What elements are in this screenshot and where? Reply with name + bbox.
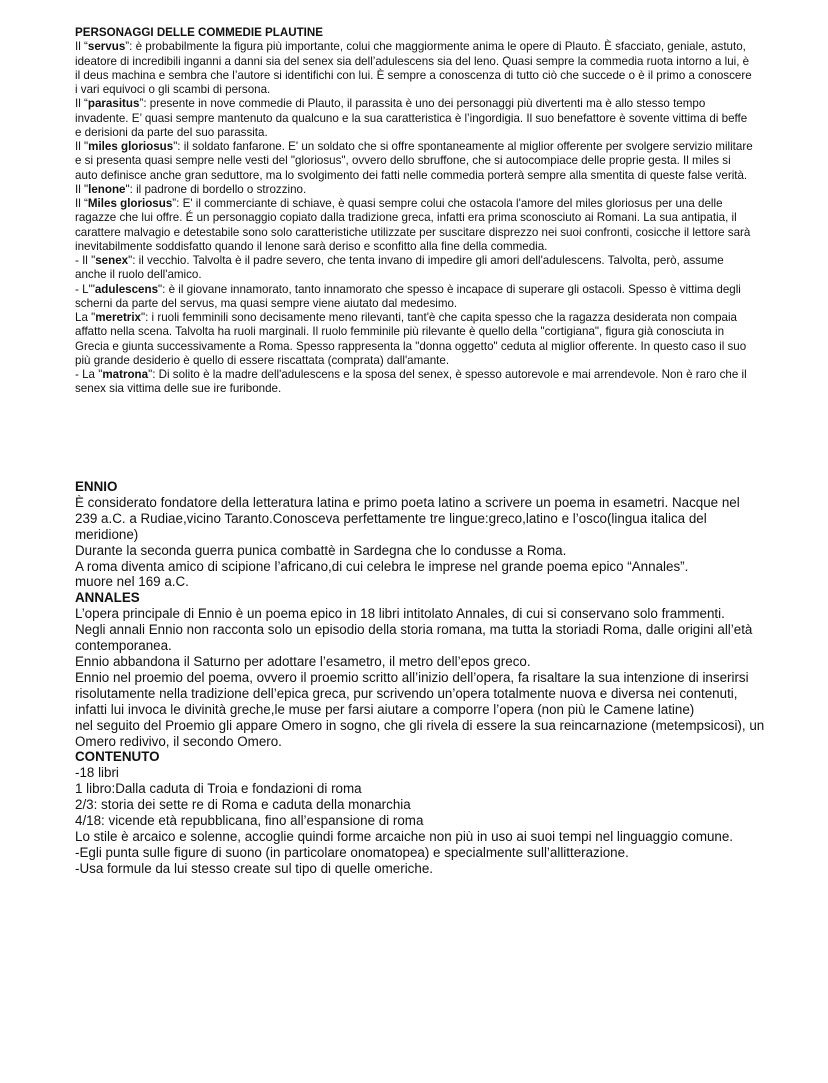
ennio-paragraph-2: Durante la seconda guerra punica combattè in Sardegna che lo condusse a Roma. [75, 542, 567, 558]
contenuto-line-3: 2/3: storia dei sette re di Roma e caduta della monarchia [75, 797, 411, 813]
matrona-description: ": Di solito è la madre dell'adulescens e la sposa del senex, è spesso autorevole e mai arrendevole. Non è raro che il senex sia vittima delle sue ire furibonde. [75, 368, 747, 396]
quote-open: - L'" [75, 282, 95, 296]
quote-open: - Il " [75, 254, 96, 267]
term-miles-gloriosus-2: Miles gloriosus [87, 197, 173, 210]
paragraph-matrona [75, 368, 755, 397]
contenuto-line-4: 4/18: vicende età repubblicana, fino all’espansione di roma [75, 813, 424, 829]
term-senex: senex [95, 254, 129, 267]
contenuto-line-2: 1 libro:Dalla caduta di Troia e fondazioni di roma [75, 781, 362, 797]
parasitus-description: ”: presente in nove commedie di Plauto, il parassita è uno dei personaggi più divertenti ma è allo stesso tempo invadente. E’ quasi sempre mantenuto da qualcuno e la sua caratteristica è l’ingordigia. Il suo benefattore è sovente vittima di beffe e derisioni da parte del suo parassita. [75, 97, 748, 139]
contenuto-heading: CONTENUTO [75, 749, 160, 765]
annales-paragraph-4: Ennio nel proemio del poema, ovvero il proemio scritto all’inizio dell’opera, fa risaltare la sua intenzione di inserirsi risolutamente nella tradizione dell’epica greca, pur scrivendo un’opera totalmente nuova e diversa nei contenuti, infatti lui invoca le divinità greche,le muse per farsi aiutare a comporre l’opera (non più le Camene latine) [75, 669, 749, 717]
paragraph-servus [75, 40, 755, 97]
servus-description: ”: è probabilmente la figura più importante, colui che maggiormente anima le opere di Plauto. È sfacciato, geniale, astuto, ideatore di incredibili inganni a danni sia del senex sia dell’adulescens sia del leno. Quasi sempre la commedia ruota intorno a lui, è il deus machina e sembra che l’autore si identifichi con lui. È sempre a conoscenza di tutto ciò che succede o è il primo a conoscere i vari equivoci o gli scambi di persona. [75, 40, 752, 96]
quote-open: - La " [75, 368, 103, 381]
ennio-paragraph-1: È considerato fondatore della letteratura latina e primo poeta latino a scrivere un poema in esametri. Nacque nel 239 a.C. a Rudiae,vicino Taranto.Conosceva perfettamente tre lingue:greco,latino e l’osco(lingua italica del meridione) [75, 494, 740, 542]
section-plautine-characters [75, 26, 755, 397]
annales-paragraph-1: L’opera principale di Ennio è un poema epico in 18 libri intitolato Annales, di cui si conservano solo frammenti. [75, 606, 725, 622]
annales-paragraph-3: Ennio abbandona il Saturno per adottare l’esametro, il metro dell’epos greco. [75, 653, 531, 669]
paragraph-meretrix [75, 311, 755, 368]
contenuto-line-6: -Egli punta sulle figure di suono (in particolare onomatopea) e specialmente sull’allitterazione. [75, 844, 629, 860]
quote-open: Il “ [75, 197, 88, 210]
meretrix-description: ": i ruoli femminili sono decisamente meno rilevanti, tant'è che capita spesso che la ragazza desiderata non compaia affatto nella scena. Talvolta ha ruoli marginali. Il ruolo femminile più rilevante è quello della "cortigiana", figura già conosciuta in Grecia e giunta successivamente a Roma. Spesso rappresenta la "donna oggetto" ceduta al miglior offerente. In questo caso il suo più grande desiderio è quello di essere riscattata (comprata) dall'amante. [75, 311, 747, 367]
section-ennio [75, 479, 765, 877]
ennio-paragraph-4: muore nel 169 a.C. [75, 574, 189, 590]
miles-description: ": il soldato fanfarone. E' un soldato che si offre spontaneamente al miglior offerente per svolgere servizio militare e si presenta quasi sempre nelle vesti del "gloriosus", ovvero dello sbruffone, che si autocompiace delle proprie gesta. Il miles si auto definisce anche gran seduttore, ma lo svolgimento dei fatti nelle commedia porterà sempre alla smentita di queste false verità. [75, 140, 753, 182]
miles2-description: ”: E' il commerciante di schiave, è quasi sempre colui che ostacola l'amore del miles gloriosus per una delle ragazze che lui offre. É un personaggio copiato dalla tradizione greca, infatti era prima sconosciuto ai Romani. La sua antipatia, il carattere malvagio e detestabile sono solo caratteristiche utilizzate per suscitare disprezzo nei suoi confronti, cosicche il lettore sarà inevitabilmente soddisfatto quando il lenone sarà deriso e sconfitto alla fine della commedia. [75, 197, 751, 253]
paragraph-adulescens [75, 283, 755, 312]
term-adulescens: adulescens [94, 282, 159, 296]
contenuto-line-5: Lo stile è arcaico e solenne, accoglie quindi forme arcaiche non più in uso ai suoi tempi nel linguaggio comune. [75, 828, 734, 844]
quote-open: Il " [75, 140, 89, 153]
senex-description: ": il vecchio. Talvolta è il padre severo, che tenta invano di impedire gli amori dell'adulescens. Talvolta, però, assume anche il ruolo dell'amico. [75, 254, 724, 282]
adulescens-description: ": è il giovane innamorato, tanto innamorato che spesso è incapace di superare gli ostacoli. Spesso è vittima degli scherni da parte del servus, ma quasi sempre viene aiutato dal medesimo. [75, 282, 741, 310]
ennio-heading: ENNIO [75, 479, 118, 494]
annales-paragraph-5: nel seguito del Proemio gli appare Omero in sogno, che gli rivela di essere la sua reincarnazione (metempsicosi), un Omero redivivo, il secondo Omero. [75, 717, 765, 749]
term-miles-gloriosus: miles gloriosus [88, 140, 174, 153]
quote-open: Il “ [75, 40, 88, 54]
annales-paragraph-2: Negli annali Ennio non racconta solo un episodio della storia romana, ma tutta la storiadi Roma, dalle origini all’età contemporanea. [75, 622, 753, 654]
annales-heading: ANNALES [75, 590, 140, 606]
lenone-description: ": il padrone di bordello o strozzino. [125, 182, 307, 196]
term-parasitus: parasitus [87, 97, 140, 111]
quote-open: Il “ [75, 97, 88, 111]
contenuto-line-7: -Usa formule da lui stesso create sul tipo di quelle omeriche. [75, 860, 433, 876]
term-lenone: lenone [88, 182, 126, 196]
paragraph-parasitus [75, 97, 755, 140]
paragraph-senex [75, 254, 755, 283]
ennio-paragraph-3: A roma diventa amico di scipione l’africano,di cui celebra le imprese nel grande poema epico “Annales”. [75, 558, 689, 574]
term-matrona: matrona [102, 368, 149, 381]
section-title: PERSONAGGI DELLE COMMEDIE PLAUTINE [75, 26, 323, 39]
paragraph-miles-gloriosus [75, 140, 755, 183]
contenuto-line-1: -18 libri [75, 765, 119, 781]
paragraph-miles-gloriosus-2 [75, 197, 755, 254]
paragraph-lenone [75, 183, 755, 197]
term-servus: servus [87, 40, 126, 54]
quote-open: Il " [75, 182, 89, 196]
term-meretrix: meretrix [95, 311, 141, 324]
quote-open: La " [75, 311, 96, 324]
